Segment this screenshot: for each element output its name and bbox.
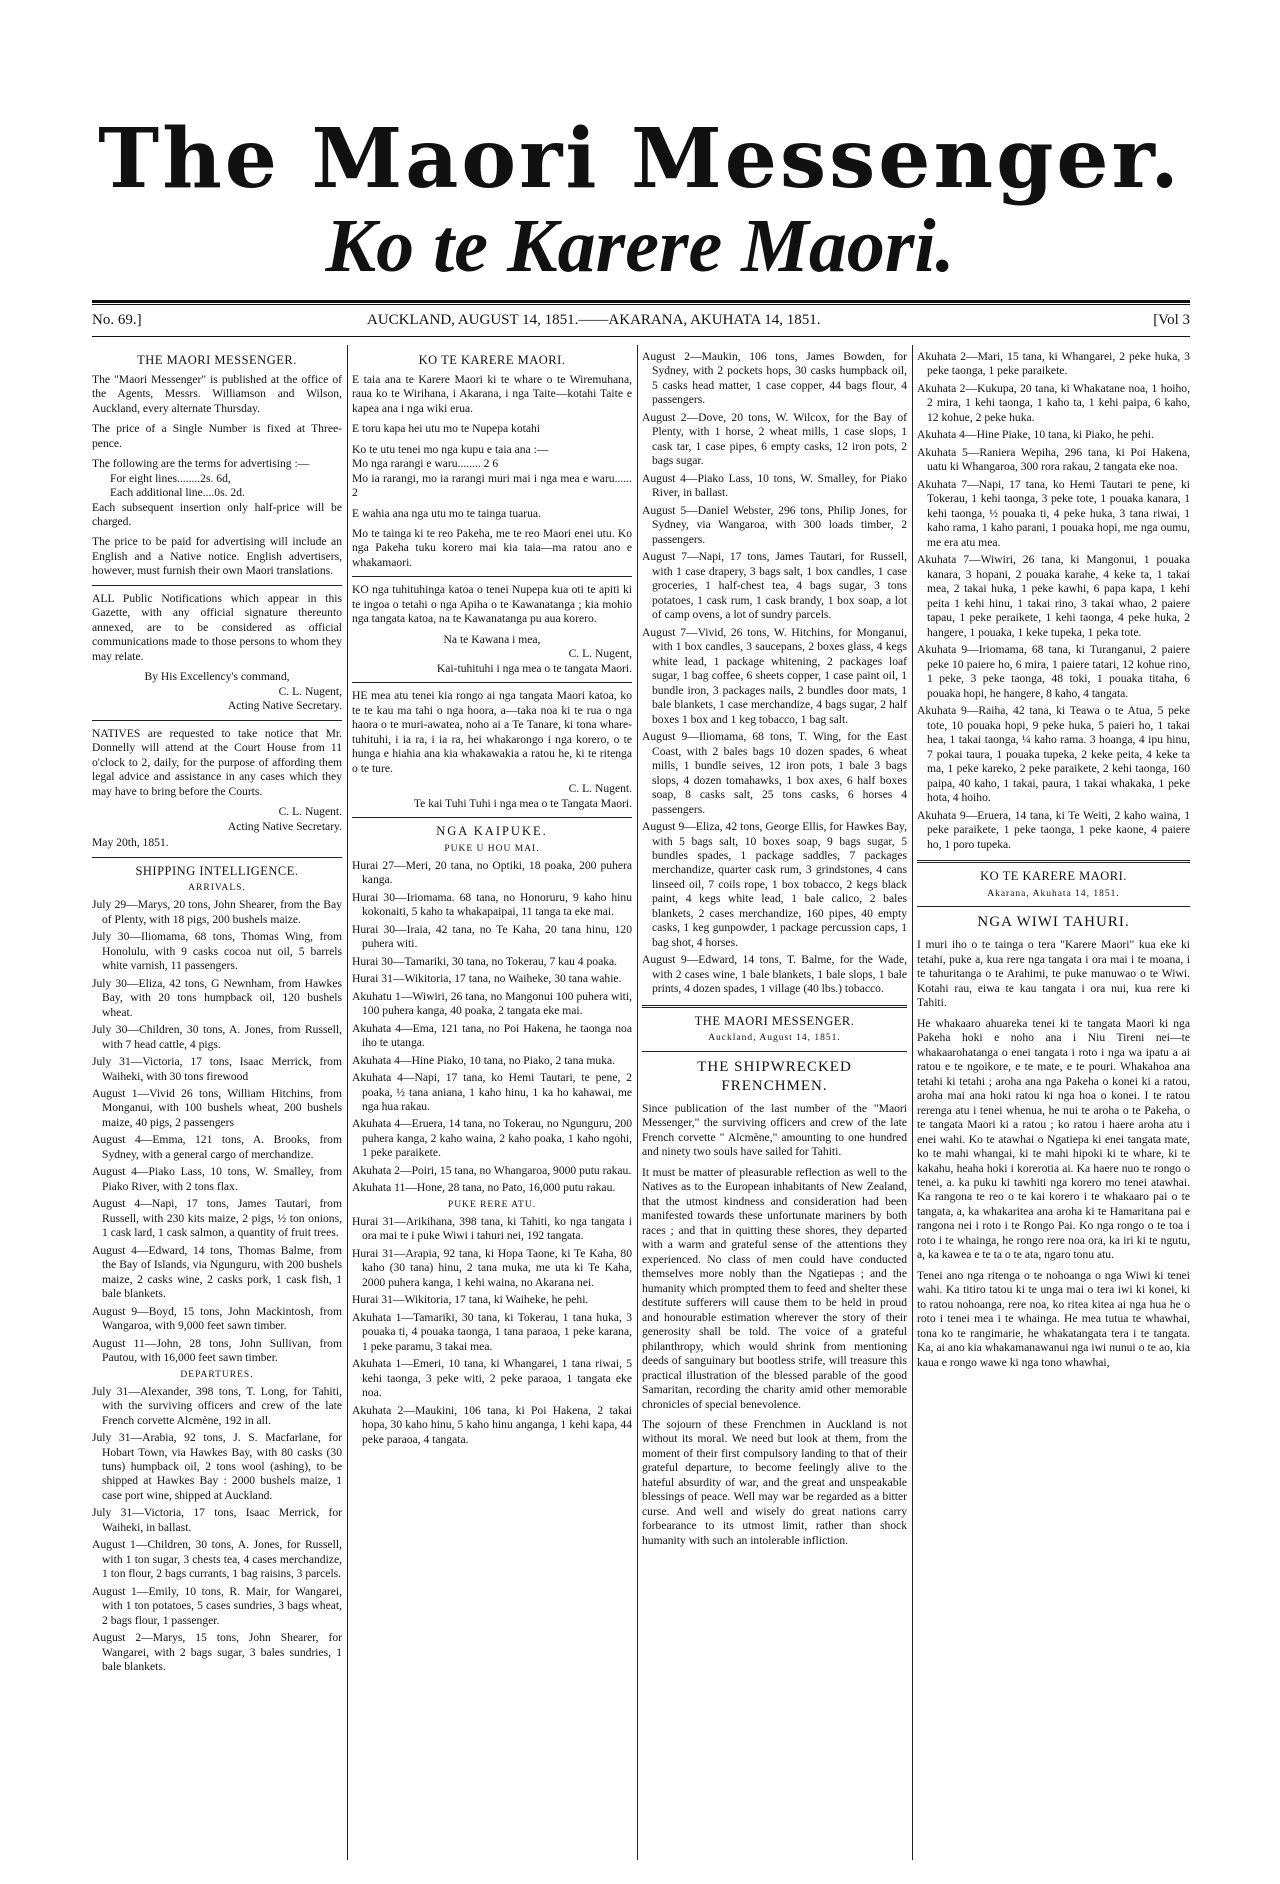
paragraph: Tenei ano nga ritenga o te nohoanga o nga Wiwi ki tenei wahi. Ka titiro tatou ki te unga mai o tera iwi ki konei, ki to ratou nohoanga, rere noa, ko ritea kitea ai nga hua he o roto i tenei mea i te whainga. He mea tutua te whawhai, tona ko te rangimarie, he whakatangata tera i te tangata. Ka, ai ano kia whakamanawanui nga iwi nunui o te ao, kia kaua e rongo wawe ki nga tono whawhai, (917, 1268, 1190, 1369)
divider (352, 817, 632, 818)
divider (92, 720, 342, 721)
paragraph: Ko te utu tenei mo nga kupu e taia ana :— (352, 442, 549, 456)
list-item: August 4—Emma, 121 tons, A. Brooks, from Sydney, with a general cargo of merchandize. (92, 1133, 342, 1161)
section-heading: SHIPPING INTELLIGENCE. (135, 863, 299, 878)
signature: C. L. Nugent. (568, 782, 632, 796)
list-item: August 1—Children, 30 tons, A. Jones, for Russell, with 1 ton sugar, 3 chests tea, 4 cases merchandize, 1 ton flour, 2 bags currants, 1 bag raisins, 3 parcels. (92, 1538, 342, 1581)
subheading: PUKE U HOU MAI. (444, 843, 540, 854)
command-line: Na te Kawana i mea, (443, 632, 541, 646)
dateline (92, 312, 1190, 332)
list-item: Akuhata 9—Iriomama, 68 tana, ki Turanganui, 2 paiere peke 10 paiere ho, 6 mira, 1 paiere tatari, 12 kohue rino, 1 peke, 3 peke taonga, 48 toki, 1 pouaka titaha, 6 pouaka hopi, he hangere, 8 kaho, 4 tangata. (917, 643, 1190, 700)
notice: NATIVES are requested to take notice that Mr. Donnelly will attend at the Court House from 11 o'clock to 2, daily, for the purpose of affording them legal advice and assistance in any cases which they may have to bring before the Courts. (92, 726, 342, 798)
list-item: August 9—Eliza, 42 tons, George Ellis, for Hawkes Bay, with 5 bags salt, 10 boxes soap, 9 bags sugar, 5 bundles spades, 1 package saddles, 7 packages merchandize, quarter cask rum, 3 grindstones, 4 cans linseed oil, 7 coils rope, 1 box tobacco, 2 kegs black paint, 4 kegs white lead, 1 bale calico, 2 bales blankets, 2 cases merchandize, 160 pipes, 40 empty casks, 1 keg gunpowder, 1 package percussion caps, 1 bag shot, 4 horses. (642, 820, 907, 949)
list-item: Akuhatu 1—Wiwiri, 26 tana, no Mangonui 100 puhera witi, 100 puhera kanga, 40 poaka, 2 tangata eke mai. (352, 989, 632, 1018)
column-rule (347, 345, 348, 1860)
list-item: Akuhata 11—Hone, 28 tana, no Pato, 16,000 putu rakau. (352, 1181, 616, 1195)
list-item: August 9—Iliomama, 68 tons, T. Wing, for the East Coast, with 2 bales bags 10 dozen spades, 6 wheat mills, 1 bundle seives, 12 iron pots, 1 bale 3 bags slops, 4 dozen tomahawks, 1 box axes, 6 half boxes soap, 8 casks salt, 25 tons casks, 6 horses 4 passengers. (642, 730, 907, 816)
divider (92, 857, 342, 858)
paragraph: Each subsequent insertion only half-price will be charged. (92, 500, 342, 528)
column-rule (637, 345, 638, 1860)
paragraph: The price of a Single Number is fixed at Three-pence. (92, 422, 342, 450)
list-item: Akuhata 4—Eruera, 14 tana, no Tokerau, no Ngunguru, 200 puhera kanga, 2 kaho waina, 2 kaho poaka, 1 kaho ngohi, 1 peke paraikete. (352, 1117, 632, 1160)
list-item: July 31—Victoria, 17 tons, Isaac Merrick, for Waiheki, in ballast. (92, 1506, 342, 1534)
issue-number: No. 69.] (92, 312, 142, 328)
list-item: Hurai 31—Arikihana, 398 tana, ki Tahiti, ko nga tangata i ora mai te i puke Wiwi i tahuri nei, 192 tangata. (352, 1214, 632, 1243)
paragraph: Mo te tainga ki te reo Pakeha, me te reo Maori enei utu. Ko nga Pakeha tuku korero mai kia taia—ma ratou ano e whakamaori. (352, 526, 632, 569)
subheading: PUKE RERE ATU. (447, 1199, 537, 1210)
signature-role: Acting Native Secretary. (227, 819, 342, 833)
signature: C. L. Nugent. (278, 805, 342, 819)
signature: C. L. Nugent, (278, 684, 342, 698)
list-item: August 4—Piako Lass, 10 tons, W. Smalley, for Piako River, in ballast. (642, 471, 907, 500)
paragraph: The "Maori Messenger" is published at the office of the Agents, Messrs. Williamson and Wilson, Auckland, every alternate Thursday. (92, 372, 342, 415)
list-item: July 29—Marys, 20 tons, John Shearer, from the Bay of Plenty, with 18 pigs, 200 bushels maize. (92, 898, 342, 926)
rate-line: For eight lines........2s. 6d, (110, 471, 231, 485)
column-maori-article (917, 350, 1190, 1875)
signature-role: Acting Native Secretary. (227, 699, 342, 713)
list-item: August 9—Edward, 14 tons, T. Balme, for the Wade, with 2 cases wine, 1 bale blankets, 1 bale slops, 1 bale prints, 4 dozen spades, 1 village (40 lbs.) tobacco. (642, 953, 907, 996)
column-english-article (642, 350, 907, 1875)
list-item: Akuhata 1—Tamariki, 30 tana, ki Tokerau, 1 tana huka, 3 pouaka ti, 4 pouaka taonga, 1 tana paraoa, 1 peke karana, 1 peke paramu, 3 takai mea. (352, 1310, 632, 1353)
masthead-rule-top (92, 300, 1190, 303)
list-item: Hurai 31—Wikitoria, 17 tana, ki Waiheke, he pehi. (352, 1293, 589, 1307)
paragraph: E taia ana te Karere Maori ki te whare o te Wiremuhana, raua ko te Wirihana, i Akarana, i nga Taite—kotahi Taite e kapea ana i nga wiki erua. (352, 372, 632, 415)
list-item: August 2—Maukin, 106 tons, James Bowden, for Sydney, with 2 pockets hops, 30 casks humpback oil, 5 casks head matter, 1 case copper, 44 bags flour, 4 passengers. (642, 350, 907, 407)
subheading: ARRIVALS. (188, 883, 246, 894)
divider (642, 1051, 907, 1052)
paragraph: He whakaaro ahuareka tenei ki te tangata Maori ki nga Pakeha hoki e noho ana i Niu Tireni nei—te whakaarohatanga o enei tangata i roto i nga wa ipatu a ai ratou e te ngoikore, e te mate, e te pouri. Whakahoa ana tetahi ki tetahi ; aroha ana nga Pakeha o konei ki a ratou, aroha mai ana hoki ratou ki nga hoa o konei. I te ratou rerenga atu i tenei whenua, he nui te aroha o te Pakeha, o te tangata Maori ki a ratou ; ko ratou i haere aroha atu i enei wahi. Ko te atawhai o Ngatiepa ki enei tangata mate, ko te mahi whangai, ki te mahi hipoki ki te whare, ki te kakahu, heaha hoki i korerotia ai. Ka haere nuo te rongo o tenei, a. ka puku ki tawhiti nga korero mo tenei atawhai. Ka rangona te reo o te kai korero i te whakaaro pai o te tangata, a, ka whakaritea ana aroha ki te Hamaritana pai e rangona nei i roto i te Rongo Pai. Ko nga rongo o te toa i roto i te whainga, he rongo rere noa ora, ka iri ki te ngutu, a, ka kawea e te ta o te ata, ngaro tonu atu. (917, 1016, 1190, 1262)
column-maori-notices (352, 350, 632, 1875)
notice-date: May 20th, 1851. (92, 836, 169, 850)
divider (92, 585, 342, 586)
list-item: August 7—Napi, 17 tons, James Tautari, for Russell, with 1 case drapery, 3 bags salt, 1 box candles, 1 case groceries, 1 half-chest tea, 4 bags sugar, 3 tons potatoes, 1 cask rum, 1 cask brandy, 1 box soap, a lot of camp ovens, a lot of sundry parcels. (642, 550, 907, 622)
paragraph: It must be matter of pleasurable reflection as well to the Natives as to the European inhabitants of New Zealand, that the utmost kindness and consideration had been manifested towards these unfortunate mariners by both races ; and that in quitting these shores, they departed with a warm and grateful sense of the attentions they experienced. No class of men could have conducted themselves more nobly than the Ngatiepas ; and the humanity which prompted them to feed and shelter these destitute sufferers will cause them to be held in proud and honourable estimation wherever the story of their generosity shall be told. The voice of a grateful philanthropy, which would shrink from mentioning deeds of sanguinary but bootless strife, will treasure this practical illustration of the blessed parable of the good Samaritan, recording the charity amid other memorable chronicles of special benevolence. (642, 1165, 907, 1411)
rate-line: Mo nga rarangi e waru........ 2 6 (352, 457, 499, 471)
article-headline: THE SHIPWRECKED FRENCHMEN. (697, 1059, 852, 1095)
rate-line: Each additional line....0s. 2d. (110, 486, 245, 500)
notice: ALL Public Notifications which appear in this Gazette, with any official signature thereunto annexed, are to be considered as official communications made to those persons to whom they may relate. (92, 591, 342, 663)
paragraph: The sojourn of these Frenchmen in Auckland is not without its moral. We need but look at them, from the moment of their first compulsory landing to that of their grateful departure, to become feelingly alive to the hateful absurdity of war, and the great and unspeakable blessings of peace. Well may war be regarded as a bitter curse. And well and wisely do great nations carry forbearance to its utmost limit, rather than shock humanity with such an intolerable infliction. (642, 1418, 907, 1547)
list-item: July 31—Arabia, 92 tons, J. S. Macfarlane, for Hobart Town, via Hawkes Bay, with 80 casks (30 tuns) humpback oil, 2 tons wool (ashing), to be shipped at Hawkes Bay : 2000 bushels maize, 1 case port wine, shipped at Auckland. (92, 1431, 342, 1502)
list-item: August 1—Vivid 26 tons, William Hitchins, from Monganui, with 100 bushels wheat, 200 bushels maize, 40 pigs, 2 passengers (92, 1086, 342, 1129)
list-item: Akuhata 7—Napi, 17 tana, ko Hemi Tautari te pene, ki Tokerau, 1 kehi taonga, 3 peke tote, 1 pouaka kanara, 1 kehi taonga, ½ pouaka ti, 4 peke huka, 3 tana riwai, 1 kaho rama, 1 kaho parani, 1 pouaka hopi, me nga oumu, me era atu mea. (917, 477, 1190, 549)
paragraph: Since publication of the last number of the "Maori Messenger," the surviving officers and crew of the late French corvette " Alcmène," amounting to one hundred and ninety two souls have sailed for Tahiti. (642, 1101, 907, 1159)
list-item: Akuhata 4—Napi, 17 tana, ko Hemi Tautari, te pene, 2 poaka, ½ tana aniana, 1 kaho hinu, 1 ka ho kahawai, me nga hua rakau. (352, 1071, 632, 1113)
divider (352, 576, 632, 577)
list-item: July 30—Eliza, 42 tons, G Newnham, from Hawkes Bay, with 20 tons humpback oil, 120 bushels wheat. (92, 976, 342, 1019)
paragraph: The following are the terms for advertising :— (92, 457, 310, 471)
list-item: August 9—Boyd, 15 tons, John Mackintosh, from Wangaroa, with 9,000 feet sawn timber. (92, 1304, 342, 1333)
paragraph: The price to be paid for advertising will include an English and a Native notice. English advertisers, however, must furnish their own Maori translations. (92, 535, 342, 578)
list-item: August 4—Edward, 14 tons, Thomas Balme, from the Bay of Islands, via Ngunguru, with 200 bushels maize, 2 casks wine, 2 casks pork, 1 cask fish, 1 bale blankets. (92, 1243, 342, 1301)
list-item: July 30—Iliomama, 68 tons, Thomas Wing, from Honolulu, with 9 casks cocoa nut oil, 5 barrels white varnish, 11 passengers. (92, 930, 342, 973)
list-item: Akuhata 9—Raiha, 42 tana, ki Teawa o te Atua, 5 peke tote, 10 pouaka hopi, 9 peke huka, 5 paieri ho, 1 takai hea, 1 takai taonga, ¼ kaho rama. 3 hoanga, 4 ipu hinu, 7 pokai taura, 1 pouaka tupeka, 2 keke peita, 4 keke ta ma, 1 peke kareko, 2 peke paraikete, 2 kehi taonga, 160 paipa, 40 kaho, 1 takai, paura, 1 takai whakaka, 1 peke hota, 4 hoiho. (917, 704, 1190, 805)
list-item: Hurai 30—Iriomama. 68 tana, no Honoruru, 9 kaho hinu kokonaiti, 5 kaho ta whakapaipai, 11 tanga ta eke mai. (352, 890, 632, 919)
divider (642, 1005, 907, 1008)
section-heading: KO TE KARERE MAORI. (980, 868, 1127, 883)
article-dateline: Auckland, August 14, 1851. (708, 1033, 841, 1044)
divider (917, 906, 1190, 907)
list-item: Akuhata 4—Hine Piako, 10 tana, no Piako, 2 tana muka. (352, 1053, 616, 1067)
list-item: August 2—Marys, 15 tons, John Shearer, for Wangarei, with 2 bags sugar, 3 bales sundries, 1 bale blankets. (92, 1631, 342, 1674)
article-headline: NGA WIWI TAHURI. (977, 914, 1130, 931)
list-item: July 30—Children, 30 tons, A. Jones, from Russell, with 7 head cattle, 4 pigs. (92, 1023, 342, 1051)
subheading: DEPARTURES. (180, 1369, 254, 1380)
list-item: July 31—Alexander, 398 tons, T. Long, for Tahiti, with the surviving officers and crew of the late French corvette Alcmène, 192 in all. (92, 1384, 342, 1427)
command-line: By His Excellency's command, (144, 670, 290, 684)
article-dateline: Akarana, Akuhata 14, 1851. (987, 888, 1120, 899)
list-item: Akuhata 2—Mari, 15 tana, ki Whangarei, 2 peke huka, 3 peke taonga, 1 peke paraikete. (917, 350, 1190, 378)
list-item: Akuhata 9—Eruera, 14 tana, ki Te Weiti, 2 kaho waina, 1 peke paraikete, 1 peke taonga, 1 peke kaone, 4 paiere ho, 1 poro tupeka. (917, 808, 1190, 851)
masthead-rule-thin (92, 304, 1190, 305)
list-item: August 1—Emily, 10 tons, R. Mair, for Wangarei, with 1 ton potatoes, 5 cases sundries, 3 bags wheat, 2 bags flour, 1 passenger. (92, 1584, 342, 1627)
dateline-rule (92, 336, 1190, 337)
notice: KO nga tuhituhinga katoa o tenei Nupepa kua oti te apiti ki te ingoa o tetahi o nga Apiha o te Kawanatanga ; kia mohio nga tangata katoa, na te Kawanatanga pu aua korero. (352, 583, 632, 626)
list-item: Akuhata 2—Maukini, 106 tana, ki Poi Hakena, 2 takai hopa, 30 kaho hinu, 5 kaho hinu anganga, 1 kehi kapa, 44 peke paraoa, 4 tangata. (352, 1403, 632, 1446)
list-item: Hurai 30—Iraia, 42 tana, no Te Kaha, 20 tana hinu, 120 puhera witi. (352, 922, 632, 951)
notice: HE mea atu tenei kia rongo ai nga tangata Maori katoa, ko te te kau ma tahi o nga hoora, a—taka noa ki te rua o nga haora o te muri-awatea, noho ai a Te Tanare, ki tona whare-tuhituhi, i ia ra, i ia ra, hei whakarongo i nga korero, o te hunga e hiahia ana kia whakawakia a ratou he, ki te ritenga o te ture. (352, 689, 632, 775)
column-english-notices (92, 350, 342, 1875)
rate-line: Mo ia rarangi, mo ia rarangi muri mai i nga mea e waru...... 2 (352, 471, 632, 500)
list-item: Akuhata 5—Raniera Wepiha, 296 tana, ki Poi Hakena, uatu ki Whangaroa, 300 rora rakau, 2 tangata eke noa. (917, 445, 1190, 474)
list-item: August 2—Dove, 20 tons, W. Wilcox, for the Bay of Plenty, with 1 horse, 2 wheat mills, 1 case slops, 1 cask tar, 1 case pipes, 6 empty casks, 12 iron pots, 2 bags sugar. (642, 410, 907, 468)
list-item: Hurai 27—Meri, 20 tana, no Optiki, 18 poaka, 200 puhera kanga. (352, 858, 632, 887)
section-heading: NGA KAIPUKE. (436, 824, 548, 839)
list-item: Akuhata 4—Hine Piake, 10 tana, ki Piako, he pehi. (917, 428, 1154, 442)
list-item: Akuhata 2—Kukupa, 20 tana, ki Whakatane noa, 1 hoiho, 2 mira, 1 kehi taonga, 1 kaho ta, 1 kehi paipa, 6 kaho, 12 kohue, 2 peke huka. (917, 381, 1190, 424)
list-item: Hurai 31—Arapia, 92 tana, ki Hopa Taone, ki Te Kaha, 80 kaho (30 tana) hinu, 2 tana muka, me uta ki Te Kaha, 2000 puhera kanga, 1 kehi waina, no Akarana nei. (352, 1246, 632, 1289)
signature: C. L. Nugent, (568, 647, 632, 661)
masthead-subtitle: Ko te Karere Maori. (325, 204, 955, 288)
divider (352, 682, 632, 683)
list-item: August 4—Napi, 17 tons, James Tautari, from Russell, with 230 kits maize, 2 pigs, ½ ton onions, 1 cask lard, 1 cask salmon, a quantity of fruit trees. (92, 1197, 342, 1240)
section-heading: THE MAORI MESSENGER. (694, 1013, 855, 1028)
signature-role: Te kai Tuhi Tuhi i nga mea o te Tangata Maori. (413, 796, 632, 810)
list-item: July 31—Victoria, 17 tons, Isaac Merrick, from Waiheki, with 30 tons firewood (92, 1055, 342, 1083)
list-item: Hurai 30—Tamariki, 30 tana, no Tokerau, 7 kau 4 poaka. (352, 954, 618, 968)
paragraph: E toru kapa hei utu mo te Nupepa kotahi (352, 422, 541, 436)
list-item: August 5—Daniel Webster, 296 tons, Philip Jones, for Sydney, via Wangaroa, with 300 loads timber, 2 passengers. (642, 503, 907, 546)
list-item: August 7—Vivid, 26 tons, W. Hitchins, for Monganui, with 1 box candles, 3 saucepans, 2 boxes glass, 4 kegs white lead, 1 package whitening, 2 packages loaf sugar, 1 bag coffee, 6 sheets copper, 1 case paint oil, 1 bundle iron, 3 packages nails, 2 bundles door mats, 1 bale blankets, 1 case merchandize, 4 bags sugar, 2 half boxes 1 box and 1 keg tobacco, 1 bag salt. (642, 625, 907, 726)
section-heading: THE MAORI MESSENGER. (137, 353, 297, 367)
list-item: Akuhata 1—Emeri, 10 tana, ki Whangarei, 1 tana riwai, 5 kehi taonga, 3 peke witi, 2 peke paraoa, 1 tangata eke noa. (352, 1357, 632, 1400)
list-item: Hurai 31—Wikitoria, 17 tana, no Waiheke, 30 tana wahie. (352, 972, 622, 986)
list-item: Akuhata 2—Poiri, 15 tana, no Whangaroa, 9000 putu rakau. (352, 1163, 632, 1177)
masthead-title: The Maori Messenger. (98, 111, 1182, 207)
column-rule (912, 345, 913, 1860)
paragraph: I muri iho o te tainga o tera "Karere Maori" kua eke ki tetahi, puke a, kua rere nga tangata i ora mai i te moana, i te tahuritanga o te Arahimi, te puke manuwao o te Wiwi. Kotahi rau, eiwa te kau tangata i ora nui, kua rere ki Tahiti. (917, 938, 1190, 1010)
list-item: Akuhata 4—Ema, 121 tana, no Poi Hakena, he taonga noa iho te utanga. (352, 1021, 632, 1050)
list-item: August 11—John, 28 tons, John Sullivan, from Pautou, with 16,000 feet sawn timber. (92, 1336, 342, 1365)
issue-date: AUCKLAND, AUGUST 14, 1851.——AKARANA, AKUHATA 14, 1851. (367, 312, 821, 328)
list-item: Akuhata 7—Wiwiri, 26 tana, ki Mangonui, 1 pouaka kanara, 3 hopani, 2 pouaka karahe, 4 keke ta, 1 takai mea, 2 takai huka, 1 peke kawhi, 6 papa kapa, 1 kehi peita 1 kehi hinu, 1 takai rino, 3 takai whao, 2 paiere tapau, 1 peke peraikete, 1 kehi taonga, 4 peke huka, 2 hangere, 1 pouaka, 1 keke tupeka, 1 peka tote. (917, 553, 1190, 639)
volume-number: [Vol 3 (1153, 312, 1190, 328)
signature-role: Kai-tuhituhi i nga mea o te tangata Maori. (436, 661, 632, 675)
paragraph: E wahia ana nga utu mo te tainga tuarua. (352, 506, 541, 520)
divider (917, 860, 1190, 863)
list-item: August 4—Piako Lass, 10 tons, W. Smalley, from Piako River, with 2 tons flax. (92, 1165, 342, 1193)
section-heading: KO TE KARERE MAORI. (418, 353, 566, 367)
